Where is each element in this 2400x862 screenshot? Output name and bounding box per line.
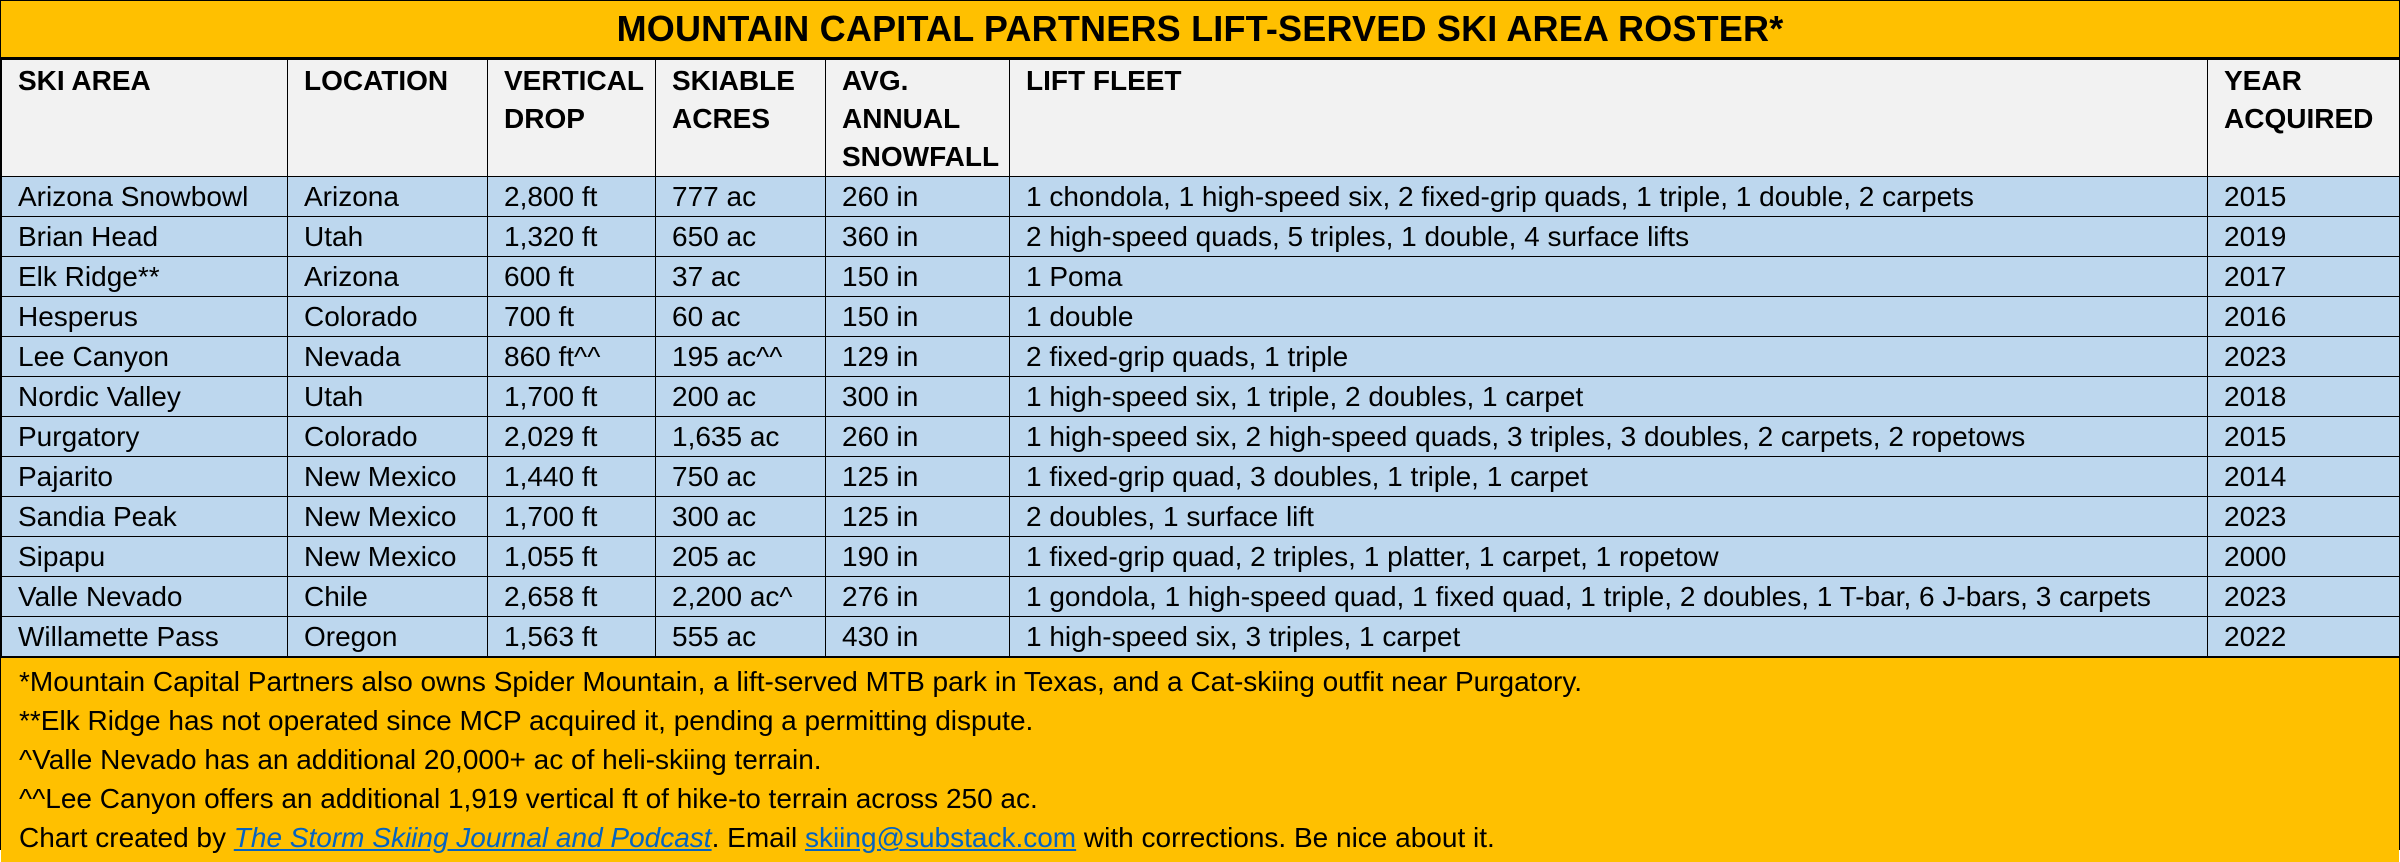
footnote: ^Valle Nevado has an additional 20,000+ ac of heli-skiing terrain. (19, 744, 822, 775)
cell-location: New Mexico (288, 497, 488, 537)
cell-lift-fleet: 1 high-speed six, 2 high-speed quads, 3 triples, 3 doubles, 2 carpets, 2 ropetows (1010, 417, 2208, 457)
cell-lift-fleet: 2 fixed-grip quads, 1 triple (1010, 337, 2208, 377)
cell-ski-area: Purgatory (2, 417, 288, 457)
col-header-lift-fleet: LIFT FLEET (1010, 60, 2208, 177)
col-header-location: LOCATION (288, 60, 488, 177)
cell-vertical-drop: 1,700 ft (488, 497, 656, 537)
col-header-skiable-acres: SKIABLE ACRES (656, 60, 826, 177)
cell-location: Colorado (288, 417, 488, 457)
cell-year-acquired: 2019 (2208, 217, 2400, 257)
cell-snowfall: 260 in (826, 177, 1010, 217)
footnote: *Mountain Capital Partners also owns Spider Mountain, a lift-served MTB park in Texas, and a Cat-skiing outfit near Purgatory. (19, 666, 1583, 697)
cell-location: Arizona (288, 257, 488, 297)
cell-location: Oregon (288, 617, 488, 657)
cell-skiable-acres: 195 ac^^ (656, 337, 826, 377)
source-link[interactable]: The Storm Skiing Journal and Podcast (233, 822, 712, 853)
cell-location: Colorado (288, 297, 488, 337)
cell-location: Chile (288, 577, 488, 617)
cell-location: New Mexico (288, 537, 488, 577)
cell-vertical-drop: 1,563 ft (488, 617, 656, 657)
cell-location: New Mexico (288, 457, 488, 497)
cell-ski-area: Hesperus (2, 297, 288, 337)
cell-snowfall: 276 in (826, 577, 1010, 617)
cell-location: Arizona (288, 177, 488, 217)
table-row (2, 297, 2400, 337)
cell-lift-fleet: 1 high-speed six, 3 triples, 1 carpet (1010, 617, 2208, 657)
cell-vertical-drop: 700 ft (488, 297, 656, 337)
cell-location: Utah (288, 217, 488, 257)
cell-skiable-acres: 300 ac (656, 497, 826, 537)
cell-year-acquired: 2017 (2208, 257, 2400, 297)
roster-body (2, 177, 2400, 657)
cell-snowfall: 190 in (826, 537, 1010, 577)
cell-year-acquired: 2000 (2208, 537, 2400, 577)
cell-vertical-drop: 2,658 ft (488, 577, 656, 617)
table-row (2, 577, 2400, 617)
col-header-year-acquired: YEAR ACQUIRED (2208, 60, 2400, 177)
cell-year-acquired: 2016 (2208, 297, 2400, 337)
email-link[interactable]: skiing@substack.com (804, 822, 1077, 853)
cell-skiable-acres: 777 ac (656, 177, 826, 217)
table-row (2, 257, 2400, 297)
header-row (2, 60, 2400, 177)
cell-skiable-acres: 200 ac (656, 377, 826, 417)
cell-snowfall: 150 in (826, 257, 1010, 297)
col-header-snowfall: AVG. ANNUAL SNOWFALL (826, 60, 1010, 177)
cell-ski-area: Brian Head (2, 217, 288, 257)
cell-skiable-acres: 555 ac (656, 617, 826, 657)
cell-year-acquired: 2023 (2208, 337, 2400, 377)
cell-snowfall: 430 in (826, 617, 1010, 657)
footnotes (1, 657, 2399, 862)
cell-snowfall: 129 in (826, 337, 1010, 377)
cell-year-acquired: 2018 (2208, 377, 2400, 417)
cell-skiable-acres: 2,200 ac^ (656, 577, 826, 617)
cell-skiable-acres: 1,635 ac (656, 417, 826, 457)
cell-skiable-acres: 60 ac (656, 297, 826, 337)
cell-vertical-drop: 600 ft (488, 257, 656, 297)
credit-line (19, 818, 2399, 857)
cell-lift-fleet: 1 fixed-grip quad, 3 doubles, 1 triple, 1 carpet (1010, 457, 2208, 497)
cell-ski-area: Sipapu (2, 537, 288, 577)
cell-skiable-acres: 37 ac (656, 257, 826, 297)
cell-ski-area: Pajarito (2, 457, 288, 497)
table-row (2, 617, 2400, 657)
cell-year-acquired: 2023 (2208, 577, 2400, 617)
cell-lift-fleet: 1 chondola, 1 high-speed six, 2 fixed-grip quads, 1 triple, 1 double, 2 carpets (1010, 177, 2208, 217)
cell-lift-fleet: 1 double (1010, 297, 2208, 337)
credit-suffix: with corrections. Be nice about it. (1076, 822, 1495, 853)
table-row (2, 377, 2400, 417)
cell-lift-fleet: 1 Poma (1010, 257, 2208, 297)
cell-ski-area: Arizona Snowbowl (2, 177, 288, 217)
cell-skiable-acres: 750 ac (656, 457, 826, 497)
cell-vertical-drop: 1,055 ft (488, 537, 656, 577)
cell-location: Utah (288, 377, 488, 417)
table-row (2, 497, 2400, 537)
cell-snowfall: 125 in (826, 497, 1010, 537)
cell-snowfall: 150 in (826, 297, 1010, 337)
cell-vertical-drop: 2,800 ft (488, 177, 656, 217)
cell-skiable-acres: 650 ac (656, 217, 826, 257)
roster-table (1, 59, 2400, 657)
cell-location: Nevada (288, 337, 488, 377)
table-row (2, 177, 2400, 217)
table-row (2, 537, 2400, 577)
cell-ski-area: Lee Canyon (2, 337, 288, 377)
cell-lift-fleet: 2 high-speed quads, 5 triples, 1 double, 4 surface lifts (1010, 217, 2208, 257)
cell-vertical-drop: 2,029 ft (488, 417, 656, 457)
cell-vertical-drop: 860 ft^^ (488, 337, 656, 377)
cell-snowfall: 125 in (826, 457, 1010, 497)
cell-vertical-drop: 1,700 ft (488, 377, 656, 417)
page-title: MOUNTAIN CAPITAL PARTNERS LIFT-SERVED SKI AREA ROSTER* (1, 1, 2399, 59)
cell-year-acquired: 2014 (2208, 457, 2400, 497)
table-row (2, 217, 2400, 257)
credit-prefix: Chart created by (19, 822, 234, 853)
cell-year-acquired: 2015 (2208, 177, 2400, 217)
col-header-vertical-drop: VERTICAL DROP (488, 60, 656, 177)
table-row (2, 337, 2400, 377)
cell-snowfall: 260 in (826, 417, 1010, 457)
cell-ski-area: Valle Nevado (2, 577, 288, 617)
cell-vertical-drop: 1,440 ft (488, 457, 656, 497)
table-row (2, 457, 2400, 497)
cell-year-acquired: 2015 (2208, 417, 2400, 457)
cell-lift-fleet: 2 doubles, 1 surface lift (1010, 497, 2208, 537)
table-row (2, 417, 2400, 457)
cell-vertical-drop: 1,320 ft (488, 217, 656, 257)
cell-lift-fleet: 1 gondola, 1 high-speed quad, 1 fixed quad, 1 triple, 2 doubles, 1 T-bar, 6 J-bars, 3 carpets (1010, 577, 2208, 617)
footnote: **Elk Ridge has not operated since MCP acquired it, pending a permitting dispute. (19, 705, 1034, 736)
cell-ski-area: Willamette Pass (2, 617, 288, 657)
cell-year-acquired: 2022 (2208, 617, 2400, 657)
footnote: ^^Lee Canyon offers an additional 1,919 vertical ft of hike-to terrain across 250 ac. (19, 783, 1038, 814)
cell-snowfall: 360 in (826, 217, 1010, 257)
cell-year-acquired: 2023 (2208, 497, 2400, 537)
cell-ski-area: Elk Ridge** (2, 257, 288, 297)
cell-lift-fleet: 1 high-speed six, 1 triple, 2 doubles, 1 carpet (1010, 377, 2208, 417)
credit-middle: . Email (711, 822, 805, 853)
cell-ski-area: Nordic Valley (2, 377, 288, 417)
col-header-ski-area: SKI AREA (2, 60, 288, 177)
cell-ski-area: Sandia Peak (2, 497, 288, 537)
cell-snowfall: 300 in (826, 377, 1010, 417)
cell-lift-fleet: 1 fixed-grip quad, 2 triples, 1 platter, 1 carpet, 1 ropetow (1010, 537, 2208, 577)
cell-skiable-acres: 205 ac (656, 537, 826, 577)
